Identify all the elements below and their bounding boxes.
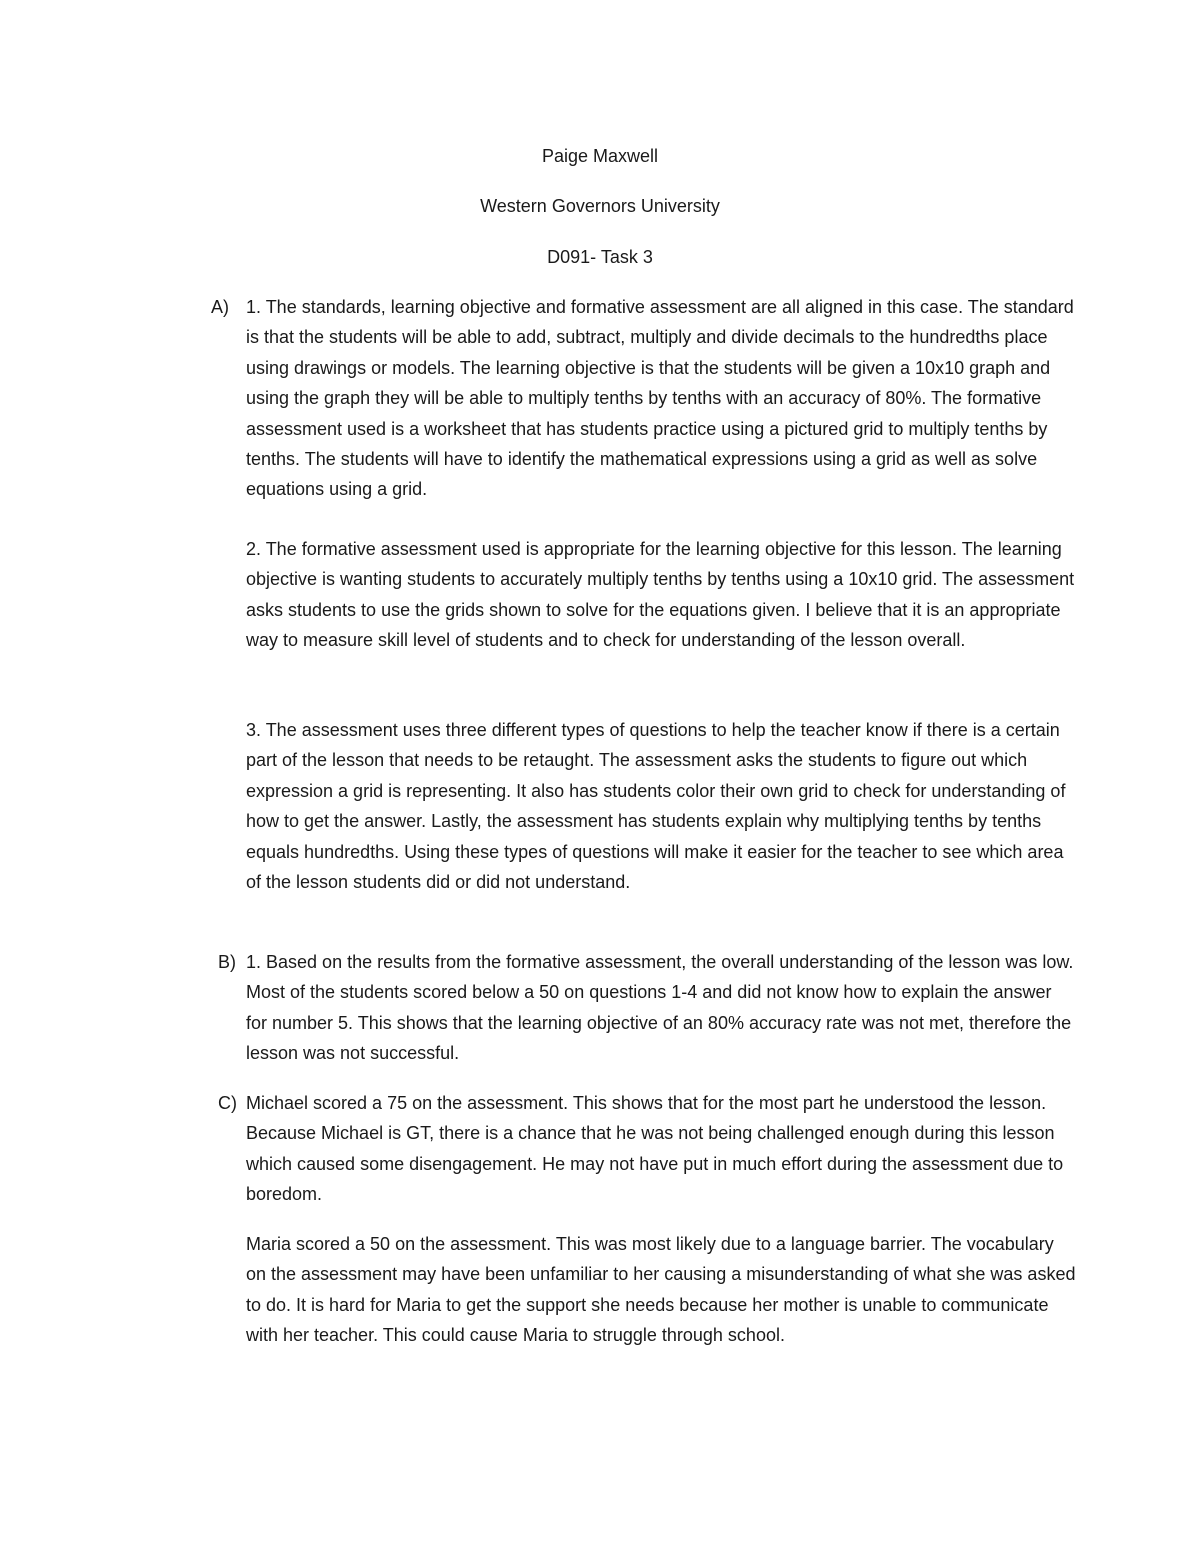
- section-a-paragraph-1: 1. The standards, learning objective and formative assessment are all aligned in this case. The standard is that the students will be able to add, subtract, multiply and divide decimals to the hundredths place using drawings or models. The learning objective is that the students will be given a 10x10 graph and using the graph they will be able to multiply tenths by tenths with an accuracy of 80%. The formative assessment used is a worksheet that has students practice using a pictured grid to multiply tenths by tenths. The students will have to identify the mathematical expressions using a grid as well as solve equations using a grid.: [246, 297, 1074, 500]
- section-c-paragraph-2: Maria scored a 50 on the assessment. This was most likely due to a language barrier. The vocabulary on the assessment may have been unfamiliar to her causing a misunderstanding of what she was asked to do. It is hard for Maria to get the support she needs because her mother is unable to communicate with her teacher. This could cause Maria to struggle through school.: [246, 1234, 1076, 1346]
- author-name: Paige Maxwell: [541, 146, 659, 166]
- section-a-paragraph-3: 3. The assessment uses three different types of questions to help the teacher know if there is a certain part of the lesson that needs to be retaught. The assessment asks the students to figure out which expression a grid is representing. It also has students color their own grid to check for understanding of how to get the answer. Lastly, the assessment has students explain why multiplying tenths by tenths equals hundredths. Using these types of questions will make it easier for the teacher to see which area of the lesson students did or did not understand.: [246, 720, 1066, 893]
- institution-name: Western Governors University: [480, 196, 720, 216]
- section-c-paragraph-1: Michael scored a 75 on the assessment. This shows that for the most part he understood the lesson. Because Michael is GT, there is a chance that he was not being challenged enough during this lesson which caused some disengagement. He may not have put in much effort during the assessment due to boredom.: [246, 1093, 1064, 1205]
- section-c-marker: C): [218, 1093, 237, 1113]
- section-b-marker: B): [218, 952, 236, 972]
- section-a-paragraph-2: 2. The formative assessment used is appropriate for the learning objective for this lesson. The learning objective is wanting students to accurately multiply tenths by tenths using a 10x10 grid. The assessment asks students to use the grids shown to solve for the equations given. I believe that it is an appropriate way to measure skill level of students and to check for understanding of the lesson overall.: [246, 539, 1075, 651]
- task-title: D091- Task 3: [547, 247, 653, 267]
- section-b-paragraph-1: 1. Based on the results from the formative assessment, the overall understanding of the lesson was low. Most of the students scored below a 50 on questions 1-4 and did not know how to explain the answer for number 5. This shows that the learning objective of an 80% accuracy rate was not met, therefore the lesson was not successful.: [246, 952, 1074, 1064]
- section-a-marker: A): [211, 297, 229, 317]
